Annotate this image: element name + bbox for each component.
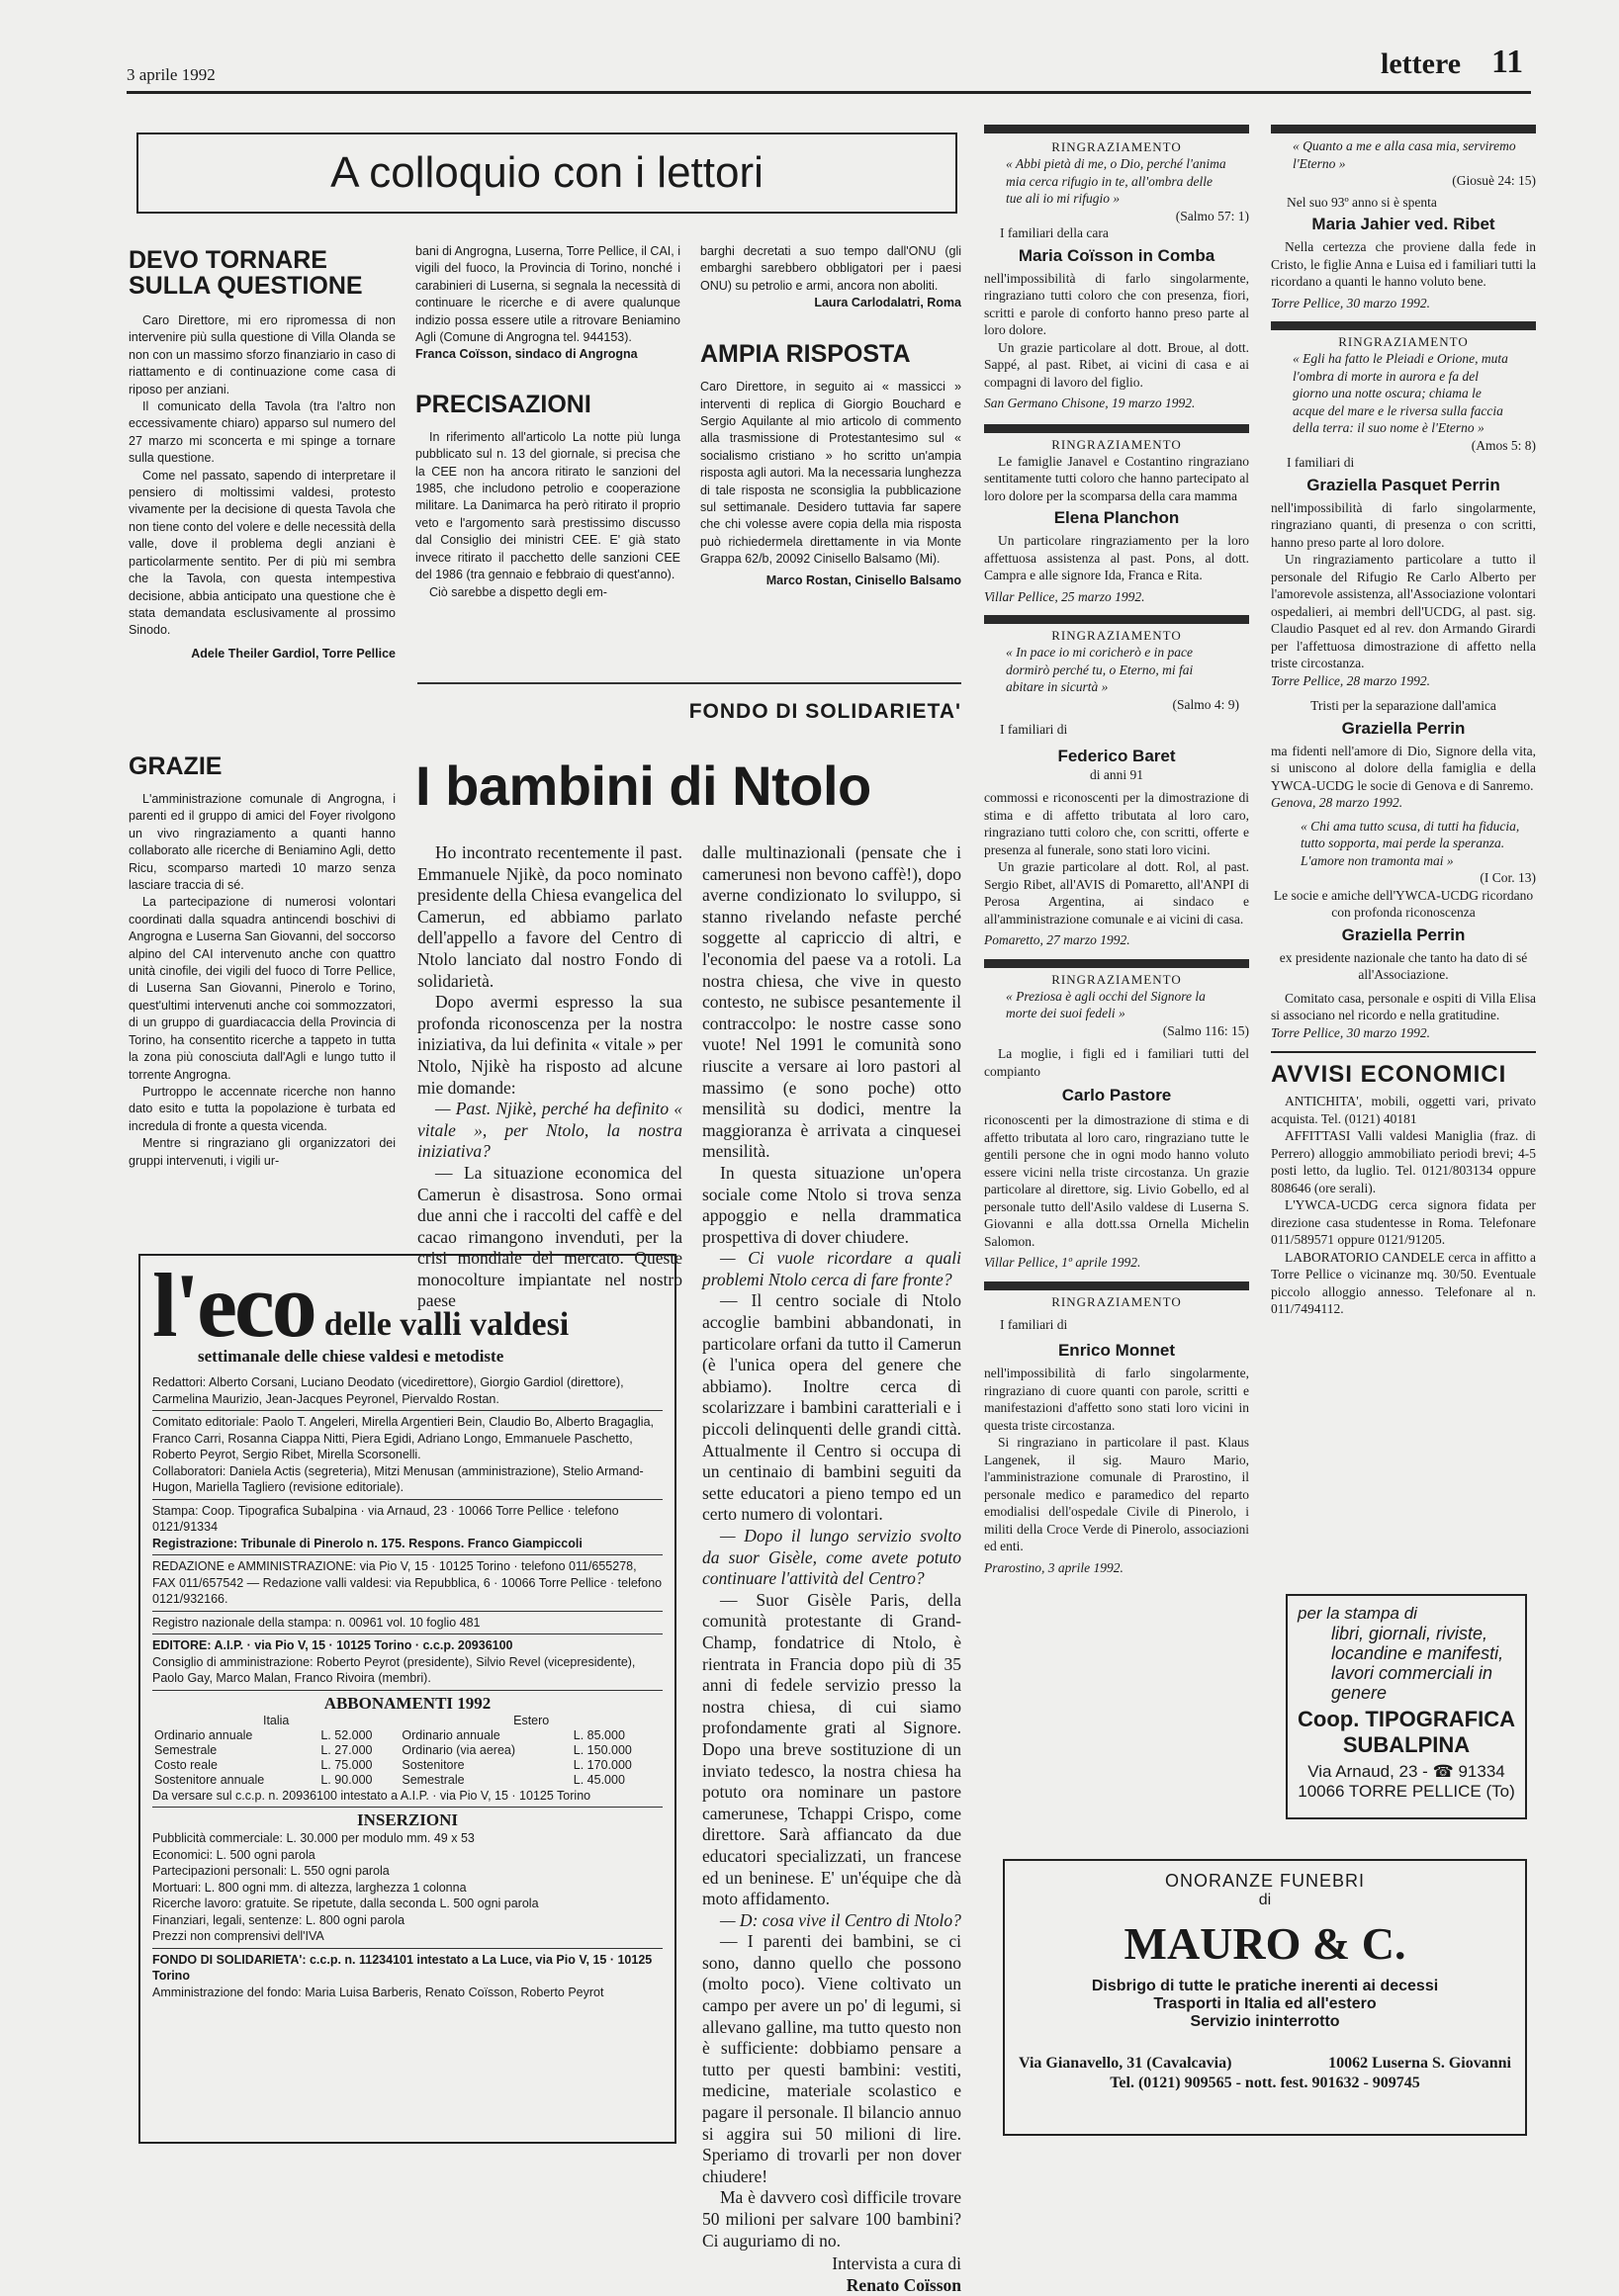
rin6-p2: Un ringraziamento particolare a tutto il personale del Rifugio Re Carlo Alberto per l'amorevole assistenza, all'Associazione volontari ospedalieri, ai membri dell'UCDG, al past. sig. Claudio Pasquet ed al rev. don Armando Girardi per l'affettuosa dimostrazione di affetto nella triste circostanza. <box>1271 552 1536 670</box>
eco-registrazione: Registrazione: Tribunale di Pinerolo n. 175. Respons. Franco Giampiccoli <box>152 1536 583 1550</box>
rin1-ref: (Salmo 57: 1) <box>1175 208 1249 223</box>
grazie-p4: Mentre si ringraziano gli organizzatori dei gruppi intervenuti, i vigili ur- <box>129 1136 396 1168</box>
eco-comitato: Comitato editoriale: Paolo T. Angeleri, Mirella Argentieri Bein, Claudio Bo, Alberto Bragaglia, Franco Carri, Rosanna Ciappa Nitti, Piera Egidi, Adriano Longo, Emmanuele Paschetto, Roberto Peyrot, Sergio Ribet, Mirella Scorsonelli. <box>152 1415 654 1461</box>
rin6-p4: Le socie e amiche dell'YWCA-UCDG ricordano con profonda riconoscenza <box>1273 887 1534 920</box>
jahier-name: Maria Jahier ved. Ribet <box>1311 215 1495 233</box>
divider <box>1271 125 1536 133</box>
eco-fondo-sol: FONDO DI SOLIDARIETA': c.c.p. n. 11234101 intestato a La Luce, via Pio V, 15 · 10125 Torino <box>152 1952 653 1983</box>
fondo-rule <box>417 682 961 684</box>
grazie-title: GRAZIE <box>129 752 223 780</box>
mauro-addr2: 10062 Luserna S. Giovanni <box>1328 2055 1511 2072</box>
devo-p1: Caro Direttore, mi ero ripromessa di non intervenire più sulla questione di Villa Olanda se non con un massimo sforzo finanziario in caso di riattamento e di continuazione come casa di riposo per anziani. <box>129 313 396 397</box>
header-rule <box>127 91 1531 94</box>
section-name: lettere <box>1381 47 1462 80</box>
table-row: Costo reale L. 75.000 Sostenitore L. 170.000 <box>154 1757 632 1772</box>
grazie-article <box>129 753 396 1170</box>
page-number: 11 <box>1491 44 1524 80</box>
eco-inserzioni-title: INSERZIONI <box>356 1810 459 1829</box>
mauro-l2: di <box>1258 1892 1272 1908</box>
rin6-intro: I familiari di <box>1287 455 1355 470</box>
rin1-p1: nell'impossibilità di farlo singolarmente, ringraziano tutti coloro che con presenza, fiori, scritti e parole di conforto hanno preso parte al loro dolore. <box>984 270 1249 337</box>
rin5-place: Prarostino, 3 aprile 1992. <box>984 1559 1124 1575</box>
rin4-name: Carlo Pastore <box>1061 1086 1172 1104</box>
rin4-title: RINGRAZIAMENTO <box>1051 971 1182 987</box>
devo-title: DEVO TORNARE SULLA QUESTIONE <box>129 246 363 300</box>
avvisi-item-2: AFFITTASI Valli valdesi Maniglia (fraz. di Perrero) alloggio ammobiliato periodi brevi; 4-5 posti letto, da luglio. Tel. 0121/803134 oppure 808646 (ore serali). <box>1271 1128 1536 1195</box>
jahier-p1: Nella certezza che proviene dalla fede in Cristo, le figlie Anna e Luisa ed i familiari tutti la ricordano a quanti le hanno voluto bene. <box>1271 239 1536 289</box>
rin4-place: Villar Pellice, 1º aprile 1992. <box>984 1255 1141 1270</box>
mauro-addr1: Via Gianavello, 31 (Cavalcavia) <box>1019 2055 1232 2072</box>
eco-estero: Estero <box>513 1713 550 1727</box>
rin5-title: RINGRAZIAMENTO <box>1051 1293 1182 1309</box>
jahier-intro: Nel suo 93º anno si è spenta <box>1287 194 1437 210</box>
table-row: Ordinario annuale L. 52.000 Ordinario annuale L. 85.000 <box>154 1727 625 1742</box>
rin5-intro: I familiari di <box>1000 1316 1068 1332</box>
rin3-p2: Un grazie particolare al dott. Rol, al past. Sergio Ribet, all'AVIS di Pomaretto, all'ANPI di Perosa Argentina, ai sindaco e all'amministrazione comunale e ai vicini di casa. <box>984 859 1249 927</box>
rin4-ref: (Salmo 116: 15) <box>1162 1022 1249 1038</box>
eco-ins-6: Finanziari, legali, sentenze: L. 800 ogni parola <box>152 1912 405 1927</box>
rin6-name3: Graziella Perrin <box>1341 925 1466 944</box>
eco-collaboratori: Collaboratori: Daniela Actis (segreteria), Mitzi Menusan (amministrazione), Stelio Armand-Hugon, Mariella Tagliero (revisione editoriale). <box>152 1463 644 1494</box>
fondo-col1 <box>417 842 682 1312</box>
rin4-intro: La moglie, i figli ed i familiari tutti del compianto <box>984 1046 1249 1079</box>
rin2-p2: Un particolare ringraziamento per la loro affettuosa assistenza al past. Pons, al dott. Campra e alle signore Ida, Franca e Rita. <box>984 533 1249 582</box>
fondo-author: Renato Coïsson <box>846 2274 961 2295</box>
fondo-col2 <box>702 842 961 2296</box>
rin6-p1: nell'impossibilità di farlo singolarmente, ringraziano quanti, di presenza o con scritti, hanno preso parte al loro dolore. <box>1271 499 1536 550</box>
mauro-t1: Disbrigo di tutte le pratiche inerenti ai decessi <box>1091 1978 1439 1994</box>
eco-ins-3: Partecipazioni personali: L. 550 ogni parola <box>152 1864 390 1878</box>
rin1-name: Maria Coïsson in Comba <box>1018 245 1215 265</box>
colloquio-title-box <box>136 132 957 214</box>
mauro-ad <box>1003 1859 1527 2136</box>
tipo-addr: Via Arnaud, 23 - ☎ 91334 <box>1307 1762 1505 1781</box>
rin3-ref: (Salmo 4: 9) <box>1172 696 1239 712</box>
eco-amministrazione: Amministrazione del fondo: Maria Luisa Barberis, Renato Coïsson, Roberto Peyrot <box>152 1985 604 1999</box>
rin6-p5: ex presidente nazionale che tanto ha dato di sé all'Associazione. <box>1279 949 1528 982</box>
divider <box>984 1281 1249 1290</box>
eco-stampa: Stampa: Coop. Tipografica Subalpina · via Arnaud, 23 · 10066 Torre Pellice · telefono 0121/91334 <box>152 1503 619 1534</box>
rin6-title: RINGRAZIAMENTO <box>1338 334 1469 349</box>
col3-top <box>700 243 961 589</box>
page-date: 3 aprile 1992 <box>127 65 216 84</box>
rin1-verse: « Abbi pietà di me, o Dio, perché l'anima mia cerca rifugio in te, all'ombra delle tue ali io mi rifugio » <box>1006 156 1226 206</box>
devo-p2: Il comunicato della Tavola (tra l'altro non eccessivamente chiaro) apparso sul numero del 27 marzo mi sconcerta e mi spinge a tornare sulla questione. <box>129 399 396 466</box>
colloquio-title: A colloquio con i lettori <box>330 148 764 197</box>
rin5-p2: Si ringraziano in particolare il past. Klaus Langenek, il sig. Mauro Mario, l'amministrazione comunale di Prarostino, il personale medico e paramedico del reparto emodialisi dell'ospedale Civile di Pinerolo, i militi della Croce Verde di Pinerolo, associazioni ed enti. <box>984 1435 1249 1553</box>
rin6-p6: Comitato casa, personale e ospiti di Villa Elisa si associano nel ricordo e nella gratitudine. <box>1271 990 1536 1022</box>
rin1-place: San Germano Chisone, 19 marzo 1992. <box>984 396 1196 410</box>
jahier-verse: « Quanto a me e alla casa mia, serviremo l'Eterno » <box>1293 138 1516 171</box>
jahier-ref: (Giosuè 24: 15) <box>1452 173 1536 188</box>
fondo-c2-p1: dalle multinazionali (pensate che i camerunesi non bevono caffè!), dopo averne condizionato lo sviluppo, si stanno rivelando nefaste perché soggette al capriccio di altri, e l'economia del paese va a rotoli. La nostra chiesa, che vive in questo contesto, ne subisce pesantemente il contraccolpo: le nostre casse sono vuote! Nel 1991 le comunità sono riuscite a versare ai loro pastori al massimo (e sono poche) otto mensilità su dodici, mentre la maggioranza è arrivata a cinquesei mensilità. <box>702 842 961 1162</box>
precisazioni-title: PRECISAZIONI <box>415 390 591 418</box>
fondo-c2-p7: — D: cosa vive il Centro di Ntolo? <box>720 1909 961 1930</box>
divider <box>1271 321 1536 330</box>
rin4-verse: « Preziosa è agli occhi del Signore la morte dei suoi fedeli » <box>1006 988 1206 1020</box>
eco-logo-sub: delle valli valdesi <box>323 1306 570 1343</box>
rin4-p1: riconoscenti per la dimostrazione di stima e di affetto tributata al loro caro, ringraziano tutte le gentili persone che in ogni modo hanno voluto essere vicini nella triste circostanza. Un grazie particolare al direttore, sig. Livio Gobello, ed al personale tutto dell'Asilo valdese di Luserna S. Giovanni e alla dott.ssa Ornella Michelin Salomon. <box>984 1112 1249 1249</box>
rin5-name: Enrico Monnet <box>1057 1341 1176 1360</box>
devo-article <box>129 247 396 662</box>
fondo-c2-p5: — Dopo il lungo servizio svolto da suor Gisèle, come avete potuto continuare l'attività del Centro? <box>702 1526 961 1589</box>
rin3-place: Pomaretto, 27 marzo 1992. <box>984 932 1130 947</box>
rin1-p2: Un grazie particolare al dott. Broue, al dott. Sappé, al past. Ribet, ai vicini di casa e ai compagni di lavoro del figlio. <box>984 339 1249 390</box>
fondo-c2-p3: — Ci vuole ricordare a quali problemi Ntolo cerca di fare fronte? <box>702 1248 961 1289</box>
avvisi-title: AVVISI ECONOMICI <box>1271 1061 1507 1088</box>
eco-ins-4: Mortuari: L. 800 ogni mm. di altezza, larghezza 1 colonna <box>152 1880 467 1895</box>
col5 <box>1271 125 1536 1318</box>
rin2-title: RINGRAZIAMENTO <box>1051 436 1182 452</box>
fondo-c2-p6: — Suor Gisèle Paris, della comunità protestante di Grand-Champ, fondatrice di Ntolo, è rientrata in Francia dopo più di 35 anni di fedele servizio presso la nostra chiesa, di cui siamo profondamente grati al Signore. Dopo una breve sostituzione di un inviato tedesco, la nostra chiesa ha potuto ora nominare un pastore camerunese, Tchappi Crispo, come direttore. Sarà affiancato da due educatori specializzati, un francese ed un beninese. E' un'équipe che dà moto affidamento. <box>702 1589 961 1909</box>
rin6-name2: Graziella Perrin <box>1341 718 1466 738</box>
rin2-p1: Le famiglie Janavel e Costantino ringraziano sentitamente tutti coloro che hanno partecipato al loro dolore per la scomparsa della cara mamma <box>984 453 1249 503</box>
eco-abbonamenti-table <box>152 1714 663 1788</box>
rin6-verse2: « Chi ama tutto scusa, di tutti ha fiducia, tutto sopporta, mai perde la speranza. L'amore non tramonta mai » <box>1301 818 1520 868</box>
eco-subtitle: settimanale delle chiese valdesi e metodiste <box>198 1347 504 1366</box>
col2-p1: bani di Angrogna, Luserna, Torre Pellice, il CAI, i vigili del fuoco, la Provincia di Torino, nonché i carabinieri di Luserna, si segnala la necessità di continuare le ricerche e di avere qualunque indizio possa essere utile a ritrovare Beniamino Agli (Comune di Angrogna tel. 944153). <box>415 244 680 345</box>
fondo-c2-p2: In questa situazione un'opera sociale come Ntolo si trova senza appoggio e nella drammatica prospettiva di dover chiudere. <box>702 1162 961 1247</box>
rin6-ref: (Amos 5: 8) <box>1471 437 1536 453</box>
table-row: Semestrale L. 27.000 Ordinario (via aerea) L. 150.000 <box>154 1742 632 1757</box>
fondo-title: I bambini di Ntolo <box>415 754 871 817</box>
rin5-p1: nell'impossibilità di farlo singolarmente, ringraziano di cuore quanti con parole, scritti e manifestazioni d'affetto sono stati loro vicini in questa triste circostanza. <box>984 1366 1249 1433</box>
mauro-name: MAURO & C. <box>1124 1918 1406 1969</box>
table-row: Sostenitore annuale L. 90.000 Semestrale L. 45.000 <box>154 1772 625 1787</box>
fondo-c2-p8: — I parenti dei bambini, se ci sono, danno quello che possono (molto poco). Viene coltivato un campo per avere un po' di legumi, si allevano galline, ma tutto questo non è sufficiente: dobbiamo pensare a tutto per questi bambini: vestiti, medicine, materiale scolastico e pagare il personale. Il bilancio annuo si aggira sui 50 milioni di lire. Speriamo di trovarli per non dover chiudere! <box>702 1931 961 2186</box>
precisazioni-p1: In riferimento all'articolo La notte più lunga pubblicato sul n. 13 del giornale, si precisa che la CEE non ha ancora ritirato le sanzioni del 1985, che includono petrolio e cooperazione militare. La Danimarca ha però ritirato il proprio veto e l'argomento sarà prestissimo discusso dal Consiglio dei ministri CEE. E' già stato invece ritirato il pacchetto delle sanzioni CEE del 1986 (tra gennaio e febbraio di quest'anno). <box>415 429 680 582</box>
col4 <box>984 125 1249 1576</box>
eco-redazione: REDAZIONE e AMMINISTRAZIONE: via Pio V, 15 · 10125 Torino · telefono 011/655278, FAX 011/657542 — Redazione valli valdesi: via Repubblica, 6 · 10066 Torre Pellice · telefono 0121/932166. <box>152 1559 663 1606</box>
col3-sign: Laura Carlodalatri, Roma <box>814 296 961 310</box>
rin1-intro: I familiari della cara <box>1000 225 1109 240</box>
tipo-name: Coop. TIPOGRAFICA SUBALPINA <box>1298 1707 1515 1757</box>
mauro-l1: ONORANZE FUNEBRI <box>1164 1871 1365 1891</box>
eco-redattori: Redattori: Alberto Corsani, Luciano Deodato (vicedirettore), Giorgio Gardiol (direttore), Carmelina Maurizio, Jean-Jacques Peyronel, Piervaldo Rostan. <box>152 1375 624 1406</box>
col2-top <box>415 243 680 601</box>
divider <box>984 125 1249 133</box>
eco-versare: Da versare sul c.c.p. n. 20936100 intestato a A.I.P. · via Pio V, 15 · 10125 Torino <box>152 1788 591 1803</box>
ampia-sign: Marco Rostan, Cinisello Balsamo <box>765 573 961 587</box>
rin6-place3: Torre Pellice, 30 marzo 1992. <box>1271 1024 1430 1040</box>
eco-editore: EDITORE: A.I.P. · via Pio V, 15 · 10125 Torino · c.c.p. 20936100 <box>152 1638 513 1652</box>
divider <box>1271 1051 1536 1053</box>
mauro-t2: Trasporti in Italia ed all'estero <box>1153 1995 1377 2012</box>
avvisi-item-4: LABORATORIO CANDELE cerca in affitto a Torre Pellice o vicinanze mq. 30/50. Eventuale piccolo alloggio annesso. Telefonare al n. 011/7494112. <box>1271 1249 1536 1316</box>
divider <box>984 959 1249 968</box>
rin3-age: di anni 91 <box>1090 766 1143 782</box>
ampia-p1: Caro Direttore, in seguito ai « massicci » interventi di replica di Giorgio Bouchard e Sergio Aquilante al mio articolo di commento alla trasmissione di Protestantesimo sul « socialismo cristiano » ho scritto un'ampia risposta agli autori. Ma la necessaria lunghezza di tale risposta ne sconsiglia la pubblicazione sul settimanale. Desidero tuttavia far sapere che chi volesse avere copia della mia risposta può richiedermela direttamente in via Monte Grappa 62/b, 20092 Cinisello Balsamo (Mi). <box>700 380 961 567</box>
fondo-c1-p4: — La situazione economica del Camerun è disastrosa. Sono ormai due anni che i raccolti del caffè e del cacao rimangono invenduti, per la crisi mondiale del mercato. Queste monocolture impiantate nel nostro paese <box>417 1162 682 1311</box>
mauro-t3: Servizio ininterrotto <box>1190 2013 1340 2030</box>
ampia-title: AMPIA RISPOSTA <box>700 340 911 369</box>
rin3-p1: commossi e riconoscenti per la dimostrazione di stima e di affetto tributata al loro caro, ringraziano tutti coloro che, con scritti, offerte e presenza al funerale, sono stati loro vicini. <box>984 790 1249 857</box>
fondo-byline: Intervista a cura di <box>832 2253 961 2274</box>
grazie-p3: Purtroppo le accennate ricerche non hanno dato esito e tutta la popolazione è turbata ed incredula di fronte a questa vicenda. <box>129 1084 396 1133</box>
eco-abbonamenti-title: ABBONAMENTI 1992 <box>323 1693 492 1713</box>
rin3-intro: I familiari di <box>1000 722 1068 737</box>
rin6-place: Torre Pellice, 28 marzo 1992. <box>1271 672 1430 688</box>
tipografica-ad <box>1286 1594 1527 1819</box>
mauro-tel: Tel. (0121) 909565 - nott. fest. 901632 - 909745 <box>1110 2075 1420 2091</box>
rin3-verse: « In pace io mi coricherò e in pace dormirò perché tu, o Eterno, mi fai abitare in sicurtà » <box>1006 645 1194 694</box>
eco-registro: Registro nazionale della stampa: n. 00961 vol. 10 foglio 481 <box>152 1615 481 1630</box>
eco-italia: Italia <box>262 1713 290 1727</box>
devo-p3: Come nel passato, sapendo di interpretare il pensiero di moltissimi valdesi, protesto vivamente per la decisione di questa Tavola che non tiene conto del volere e delle necessità della valle, dove il problema degli anziani è particolarmente sentito. Per di più mi sembra che la Tavola, con questa intempestiva decisione, abbia anticipato una questione che è stata demandata esclusivamente al prossimo Sinodo. <box>129 468 396 638</box>
tipo-city: 10066 TORRE PELLICE (To) <box>1298 1782 1515 1801</box>
rin6-place2: Genova, 28 marzo 1992. <box>1271 795 1403 810</box>
eco-masthead-box <box>138 1254 676 2144</box>
rin6-name: Graziella Pasquet Perrin <box>1306 475 1500 494</box>
rin2-name: Elena Planchon <box>1053 508 1180 527</box>
jahier-place: Torre Pellice, 30 marzo 1992. <box>1271 295 1430 310</box>
fondo-c1-p1: Ho incontrato recentemente il past. Emmanuele Njikè, da poco nominato presidente della Chiesa evangelica del Camerun, ed abbiamo parlato dell'appello a favore del Centro di Ntolo lanciato dal nostro Fondo di solidarietà. <box>417 842 682 991</box>
grazie-p2: La partecipazione di numerosi volontari coordinati dalla squadra antincendi boschivi di Angrogna e Luserna San Giovanni, del soccorso alpino del CAI intervenuto anche con quattro unità cinofile, dei vigili del fuoco di Torre Pellice, di Luserna San Giovanni, Pinerolo e Torino, quest'ultimi intervenuti anche coi sommozzatori, di un gruppo di guardiacaccia della Provincia di Torino, ha consentito ricerche a tappeto in tutta la zona più conosciuta dall'Agli e lungo tutto il torrente Angrogna. <box>129 895 396 1082</box>
rin6-p3: ma fidenti nell'amore di Dio, Signore della vita, si uniscono al dolore della famiglia e della YWCA-UCDG le socie di Genova e di Sanremo. <box>1271 743 1536 793</box>
rin2-place: Villar Pellice, 25 marzo 1992. <box>984 588 1145 604</box>
rin6-verse: « Egli ha fatto le Pleiadi e Orione, muta l'ombra di morte in aurora e fa del giorno una notte oscura; chiama le acque del mare e le riversa sulla faccia della terra: il suo nome è l'Eterno » <box>1293 351 1508 435</box>
precisazioni-p2: Ciò sarebbe a dispetto degli em- <box>429 584 607 599</box>
eco-ins-5: Ricerche lavoro: gratuite. Se ripetute, dalla seconda L. 500 ogni parola <box>152 1897 539 1910</box>
grazie-p1: L'amministrazione comunale di Angrogna, i parenti ed il gruppo di amici del Foyer rivolgono un vivo ringraziamento a quanti hanno collaborato alle ricerche di Beniamino Agli, detto Ricu, scomparso martedì 10 marzo senza lasciare traccia di sé. <box>129 792 396 893</box>
rin6-ref2: (I Cor. 13) <box>1480 870 1536 885</box>
col3-p1: barghi decretati a suo tempo dall'ONU (gli embarghi sarebbero obbligatori per i paesi ONU) su petrolio e armi, ancora non aboliti. <box>700 244 961 293</box>
avvisi-item-1: ANTICHITA', mobili, oggetti vari, privato acquista. Tel. (0121) 40181 <box>1271 1094 1536 1126</box>
fondo-c1-p2: Dopo avermi espresso la sua profonda riconoscenza per la nostra iniziativa, da lui definita « vitale » per Ntolo, Njikè ha risposto ad alcune mie domande: <box>417 992 682 1098</box>
devo-sign: Adele Theiler Gardiol, Torre Pellice <box>191 646 396 661</box>
eco-ins-2: Economici: L. 500 ogni parola <box>152 1847 315 1862</box>
eco-consiglio: Consiglio di amministrazione: Roberto Peyrot (presidente), Silvio Revel (vicepresidente), Paolo Gay, Marco Malan, Franco Rivoira (membri). <box>152 1654 636 1685</box>
col2-sign: Franca Coïsson, sindaco di Angrogna <box>415 347 638 362</box>
rin1-title: RINGRAZIAMENTO <box>1051 139 1182 154</box>
tipo-l2: libri, giornali, riviste, locandine e manifesti, lavori commerciali in genere <box>1331 1624 1504 1703</box>
avvisi-item-3: L'YWCA-UCDG cerca signora fidata per direzione casa studentesse in Roma. Telefonare 011/589571 oppure 0121/91205. <box>1271 1197 1536 1247</box>
eco-logo: l'eco <box>152 1255 315 1356</box>
rin6-tristi: Tristi per la separazione dall'amica <box>1310 698 1496 713</box>
fondo-c2-p9: Ma è davvero così difficile trovare 50 milioni per salvare 100 bambini? Ci auguriamo di no. <box>702 2187 961 2251</box>
rin3-name: Federico Baret <box>1057 746 1176 765</box>
eco-ins-1: Pubblicità commerciale: L. 30.000 per modulo mm. 49 x 53 <box>152 1831 475 1845</box>
rin3-title: RINGRAZIAMENTO <box>1051 628 1182 643</box>
fondo-c1-p3: — Past. Njikè, perché ha definito « vitale », per Ntolo, la nostra iniziativa? <box>417 1099 682 1162</box>
fondo-c2-p4: — Il centro sociale di Ntolo accoglie bambini abbandonati, in particolare orfani da tutto il Camerun (è l'unica opera del genere che abbiamo). Inoltre cerca di scolarizzare i bambini caratteriali e i piccoli delinquenti delle grandi città. Attualmente il Centro si occupa di un centinaio di bambini seguiti da sette educatori a pieno tempo ed un certo numero di volontari. <box>702 1290 961 1525</box>
tipo-l1: per la stampa di <box>1298 1604 1417 1623</box>
fondo-kicker: FONDO DI SOLIDARIETA' <box>688 700 961 723</box>
eco-ins-7: Prezzi non comprensivi dell'IVA <box>152 1929 324 1943</box>
divider <box>984 615 1249 624</box>
divider <box>984 424 1249 433</box>
